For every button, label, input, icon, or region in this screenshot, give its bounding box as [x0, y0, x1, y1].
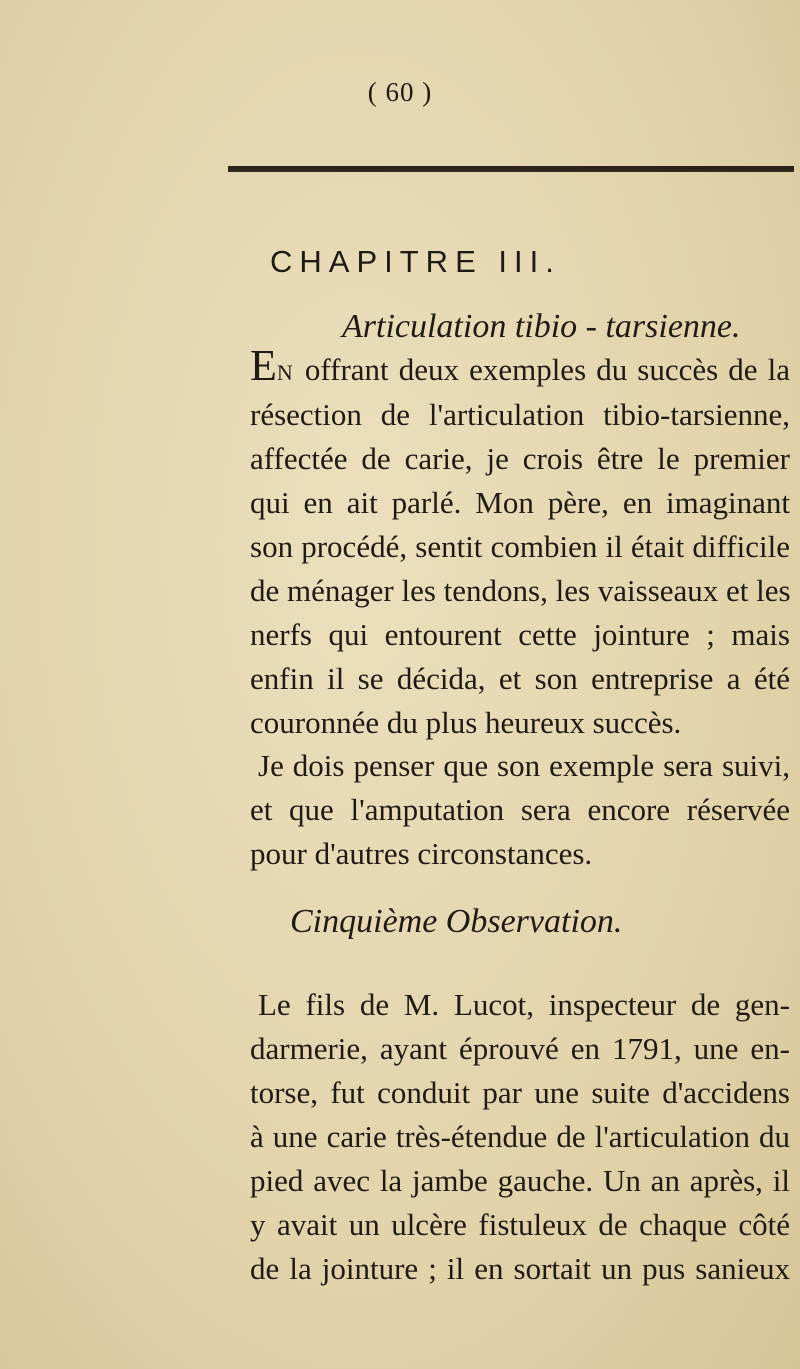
paragraph-1-line-3: affectée de carie, je crois être le premier — [250, 441, 790, 476]
paragraph-1-line-8: enfin il se décida, et son entreprise a été — [250, 661, 790, 696]
paragraph-1-line-7: nerfs qui entourent cette jointure ; mais — [250, 617, 790, 652]
drop-cap: E — [250, 341, 277, 390]
chapter-title: CHAPITRE III. — [270, 244, 561, 279]
paragraph-2-line-3 — [250, 835, 790, 873]
paragraph-1-line-2: résection de l'articulation tibio-tarsienne, — [250, 397, 790, 432]
paragraph-1-line-6: de ménager les tendons, les vaisseaux et les — [250, 573, 791, 608]
paragraph-1-line-9: couronnée du plus heureux succès. — [250, 705, 682, 740]
paragraph-2-line-1 — [258, 747, 790, 785]
paragraph-3-line-3: torse, fut conduit par une suite d'accidens — [250, 1075, 790, 1110]
header-rule — [228, 166, 794, 172]
line-text: Je dois penser que son exemple sera suivi, — [258, 748, 790, 783]
paragraph-1-line-4: qui en ait parlé. Mon père, en imaginant — [250, 485, 790, 520]
paragraph-3-line-4: à une carie très-étendue de l'articulation du — [250, 1119, 790, 1154]
paragraph-2-line-2 — [250, 791, 790, 829]
paragraph-3-line-6: y avait un ulcère fistuleux de chaque côté — [250, 1207, 790, 1242]
page-number: ( 60 ) — [367, 77, 433, 107]
line-text: offrant deux exemples du succès de la — [294, 352, 790, 387]
first-word-rest: N — [276, 360, 295, 385]
paragraph-3-line-5: pied avec la jambe gauche. Un an après, il — [250, 1163, 790, 1198]
paragraph-1-line-5: son procédé, sentit combien il était difficile — [250, 529, 790, 564]
line-text: et que l'amputation sera encore réservée — [250, 792, 790, 827]
line-text: pour d'autres circonstances. — [250, 836, 593, 871]
paragraph-3-line-7: de la jointure ; il en sortait un pus sanieux — [250, 1251, 790, 1286]
paragraph-3-line-2: darmerie, ayant éprouvé en 1791, une en- — [250, 1031, 790, 1066]
paragraph-1-line-1 — [250, 341, 790, 392]
section-title: Articulation tibio - tarsienne. — [342, 308, 741, 345]
observation-title: Cinquième Observation. — [290, 903, 623, 940]
paragraph-3-line-1: Le fils de M. Lucot, inspecteur de gen- — [258, 987, 790, 1022]
